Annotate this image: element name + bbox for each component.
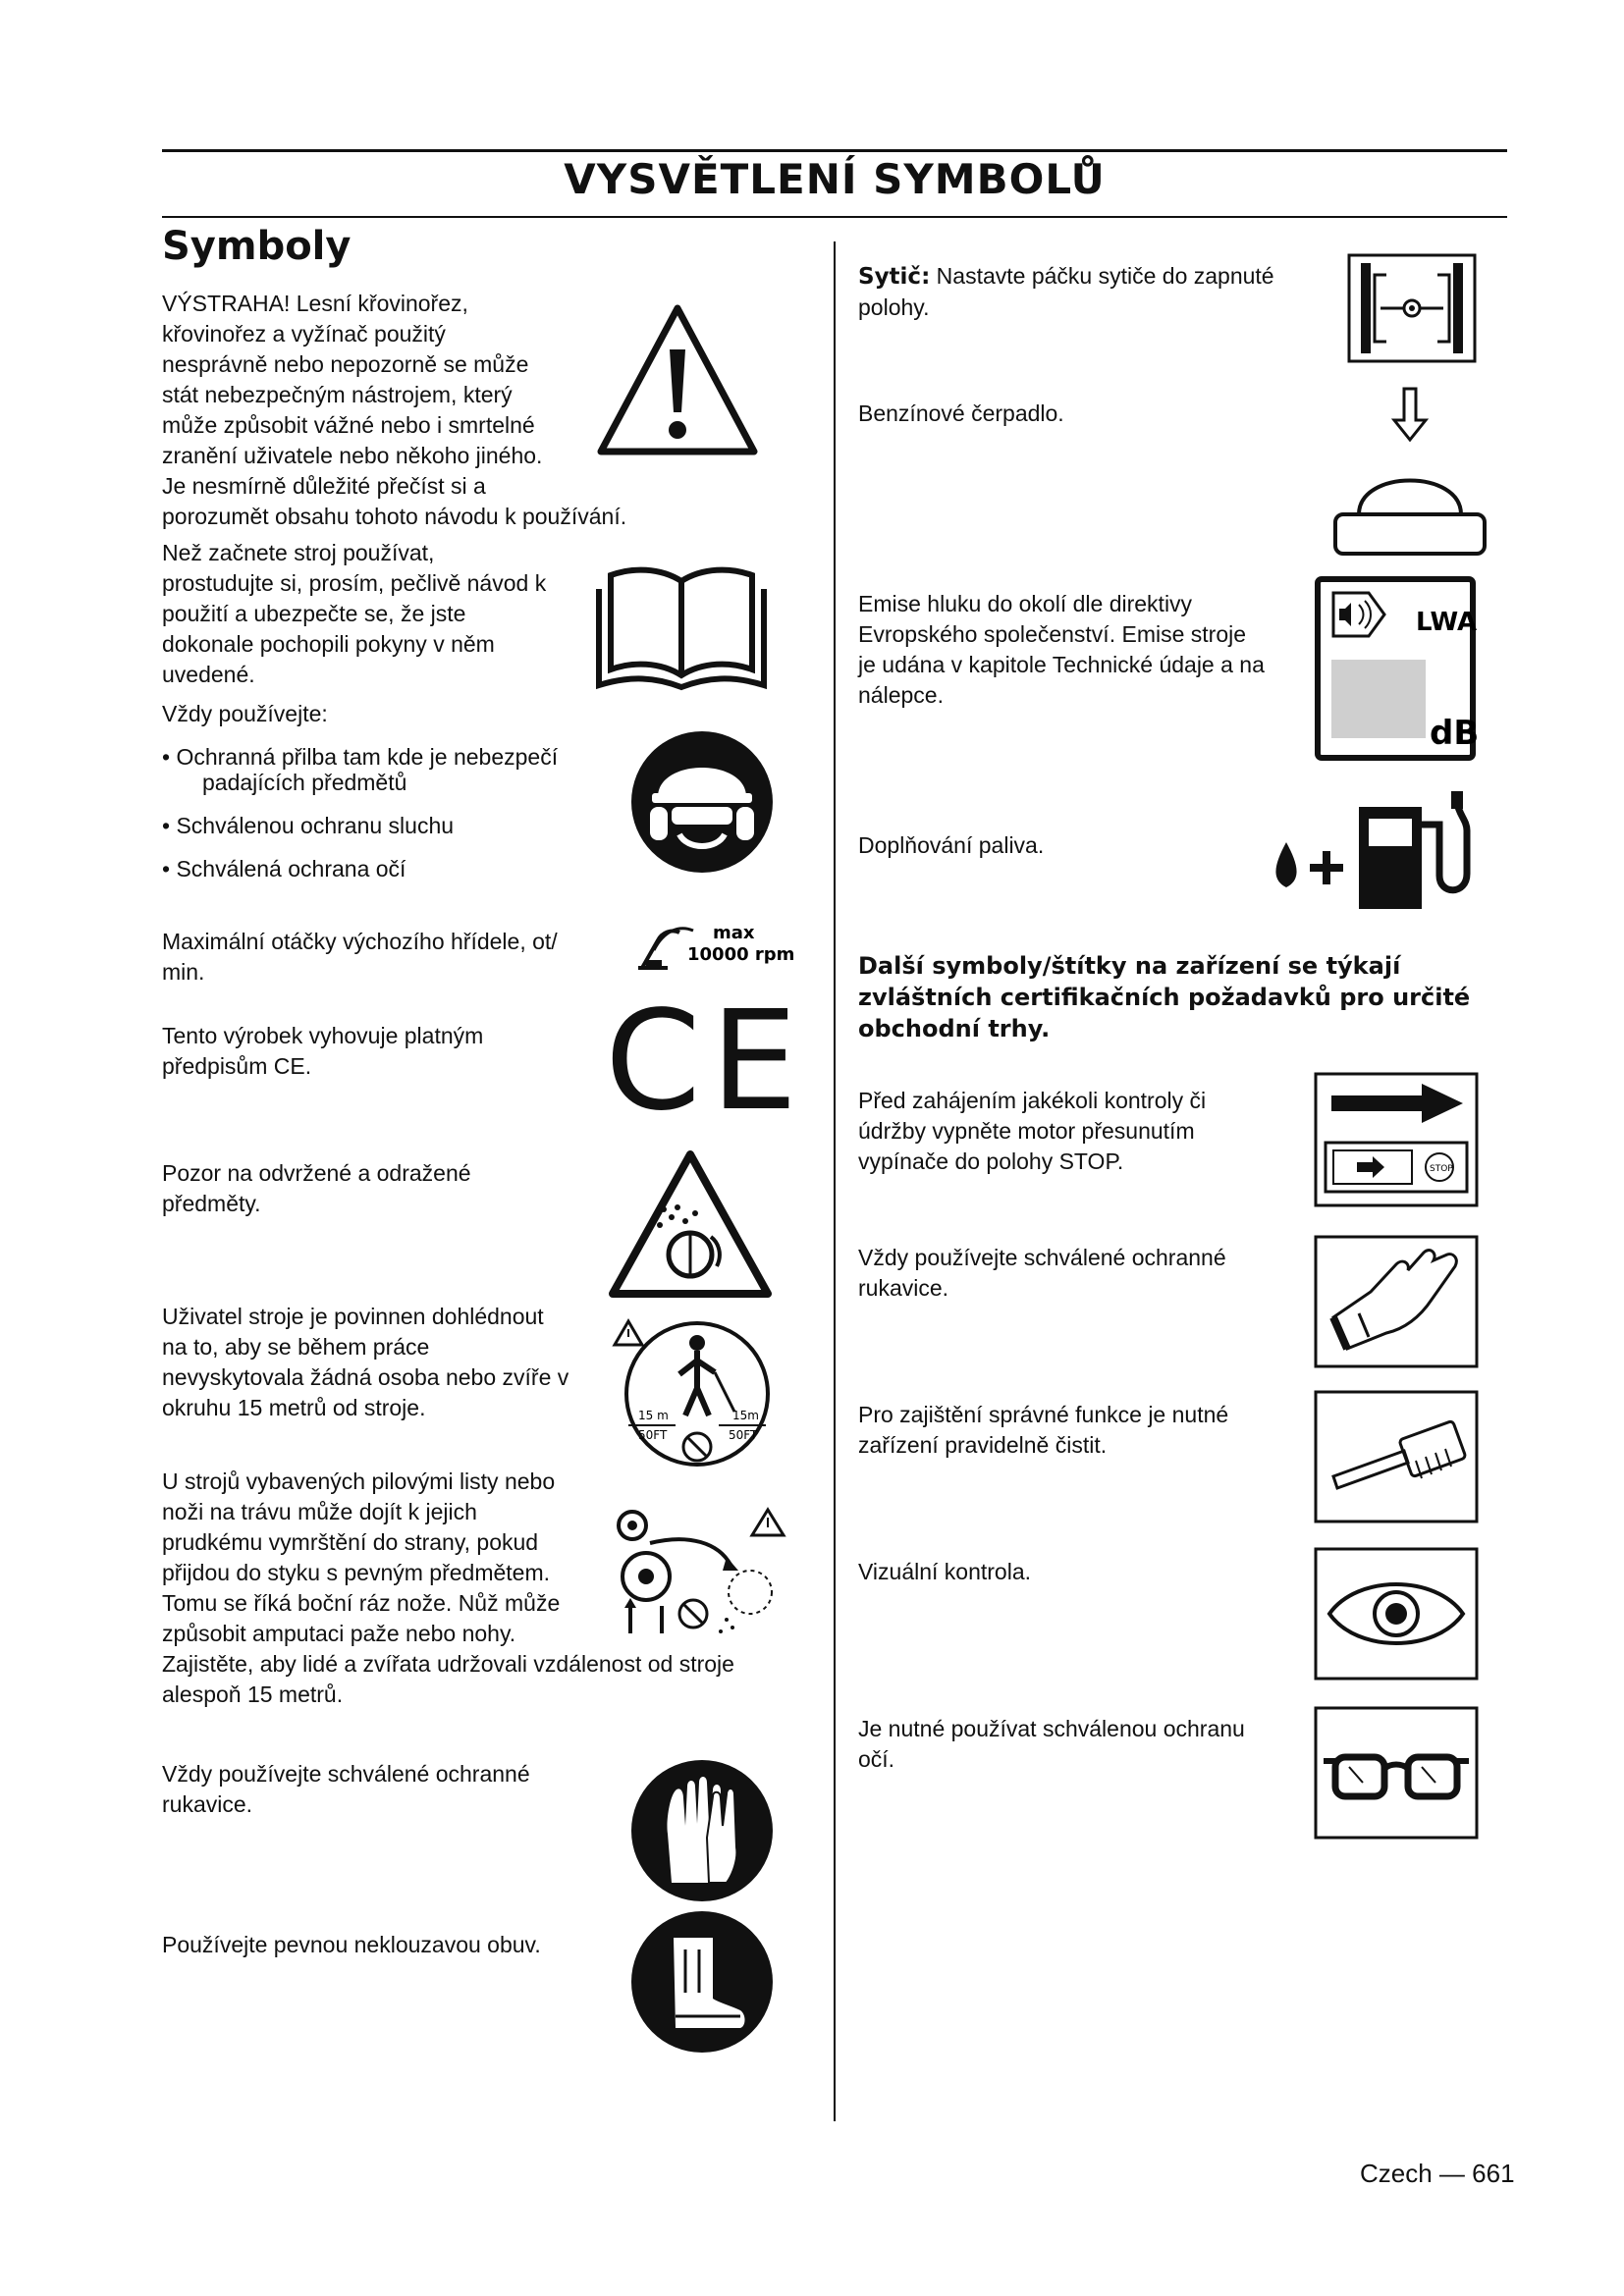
refuel-icon xyxy=(1265,785,1489,913)
kickback-text: U strojů vybavených pilovými listy nebo noži na trávu může dojít k jejich prudkému vymrštění do strany, pokud přijdou do styku s pevným předmětem. Tomu se říká boční ráz nože. Nůž může způsobit amputaci paže nebo nohy. Zajistěte, aby lidé a zvířata udržovali vzdálenost od stroje alespoň 15 metrů. xyxy=(162,1468,734,1707)
boots-text: Používejte pevnou neklouzavou obuv. xyxy=(162,1932,541,1957)
svg-text:50FT: 50FT xyxy=(638,1428,668,1442)
svg-text:50FT: 50FT xyxy=(729,1428,758,1442)
primer-bulb-icon xyxy=(1331,385,1489,561)
fuel-pump-text: Benzínové čerpadlo. xyxy=(858,400,1064,426)
blade-thrust-warning-icon xyxy=(611,1504,787,1641)
page-title: VYSVĚTLENÍ SYMBOLŮ xyxy=(564,155,1106,203)
stop-switch-icon xyxy=(1314,1072,1479,1207)
cleaning-brush-icon xyxy=(1314,1390,1479,1523)
svg-text:max: max xyxy=(713,923,755,943)
title-underline xyxy=(162,216,1507,218)
open-book-icon xyxy=(595,560,768,693)
noise-emission-icon xyxy=(1314,575,1480,762)
max-speed-text: Maximální otáčky výchozího hřídele, ot/ min. xyxy=(162,929,558,985)
choke-text: Sytič: Nastavte páčku sytiče do zapnuté polohy. xyxy=(858,263,1274,320)
page-number: Czech — 661 xyxy=(1360,2159,1515,2188)
ce-mark-icon: CE xyxy=(605,982,808,1142)
cleaning-text: Pro zajištění správné funkce je nutné zařízení pravidelně čistit. xyxy=(858,1402,1229,1458)
svg-text:dB: dB xyxy=(1430,714,1480,753)
svg-text:LWA: LWA xyxy=(1416,608,1478,637)
svg-text:15m: 15m xyxy=(732,1409,759,1422)
stop-switch-text: Před zahájením jakékoli kontroly či údržby vypněte motor přesunutím vypínače do polohy STOP. xyxy=(858,1088,1207,1174)
other-symbols-heading: Další symboly/štítky na zařízení se týkají zvláštních certifikačních požadavků pro určité obchodní trhy. xyxy=(858,952,1471,1042)
distance-text: Uživatel stroje je povinnen dohlédnout na to, aby se během práce nevyskytovala žádná osoba nebo zvíře v okruhu 15 metrů od stroje. xyxy=(162,1304,569,1420)
svg-text:STOP: STOP xyxy=(1430,1164,1453,1174)
gloves2-text: Vždy používejte schválené ochranné rukavice. xyxy=(858,1245,1226,1301)
choke-lever-icon xyxy=(1347,253,1477,363)
visual-inspection-text: Vizuální kontrola. xyxy=(858,1559,1032,1584)
work-glove-icon xyxy=(1314,1235,1479,1368)
bullet-helmet: • Ochranná přilba tam kde je nebezpečí xyxy=(162,744,559,770)
section-heading: Symboly xyxy=(162,224,352,269)
helmet-ear-eye-protection-icon xyxy=(628,728,776,876)
safety-glasses-icon xyxy=(1314,1706,1479,1840)
thrown-objects-warning-icon xyxy=(607,1148,774,1300)
svg-text:15 m: 15 m xyxy=(638,1409,669,1422)
gloves-icon xyxy=(628,1757,776,1904)
manual-text: Než začnete stroj používat, prostudujte si, prosím, pečlivě návod k použití a ubezpečte se, že jste dokonale pochopili pokyny v něm uvedené. xyxy=(162,540,547,687)
always-use-intro: Vždy používejte: xyxy=(162,701,328,726)
warning-triangle-icon xyxy=(595,302,760,459)
noise-text: Emise hluku do okolí dle direktivy Evropského společenství. Emise stroje je udána v kapitole Technické údaje a na nálepce. xyxy=(858,591,1265,708)
eye-icon xyxy=(1314,1547,1479,1681)
safety-distance-icon xyxy=(607,1317,787,1474)
svg-text:10000 rpm: 10000 rpm xyxy=(687,944,795,965)
column-divider xyxy=(834,241,836,2121)
shaft-speed-icon xyxy=(628,911,795,978)
refuel-text: Doplňování paliva. xyxy=(858,832,1045,858)
ce-text: Tento výrobek vyhovuje platným předpisům CE. xyxy=(162,1023,484,1079)
boots-icon xyxy=(628,1908,776,2056)
eye-protection-text: Je nutné používat schválenou ochranu očí. xyxy=(858,1716,1245,1772)
thrown-objects-text: Pozor na odvržené a odražené předměty. xyxy=(162,1160,471,1216)
bullet-helmet-cont: padajících předmětů xyxy=(202,770,407,795)
top-rule xyxy=(162,149,1507,152)
gloves-text: Vždy používejte schválené ochranné rukavice. xyxy=(162,1761,530,1817)
warning-text: VÝSTRAHA! Lesní křovinořez, křovinořez a vyžínač použitý nesprávně nebo nepozorně se může stát nebezpečným nástrojem, který může způsobit vážné nebo i smrtelné zranění uživatele nebo někoho jiného. Je nesmírně důležité přečíst si a porozumět obsahu tohoto návodu k používání. xyxy=(162,291,627,529)
bullet-eyes: • Schválená ochrana očí xyxy=(162,856,406,881)
bullet-hearing: • Schválenou ochranu sluchu xyxy=(162,813,455,838)
